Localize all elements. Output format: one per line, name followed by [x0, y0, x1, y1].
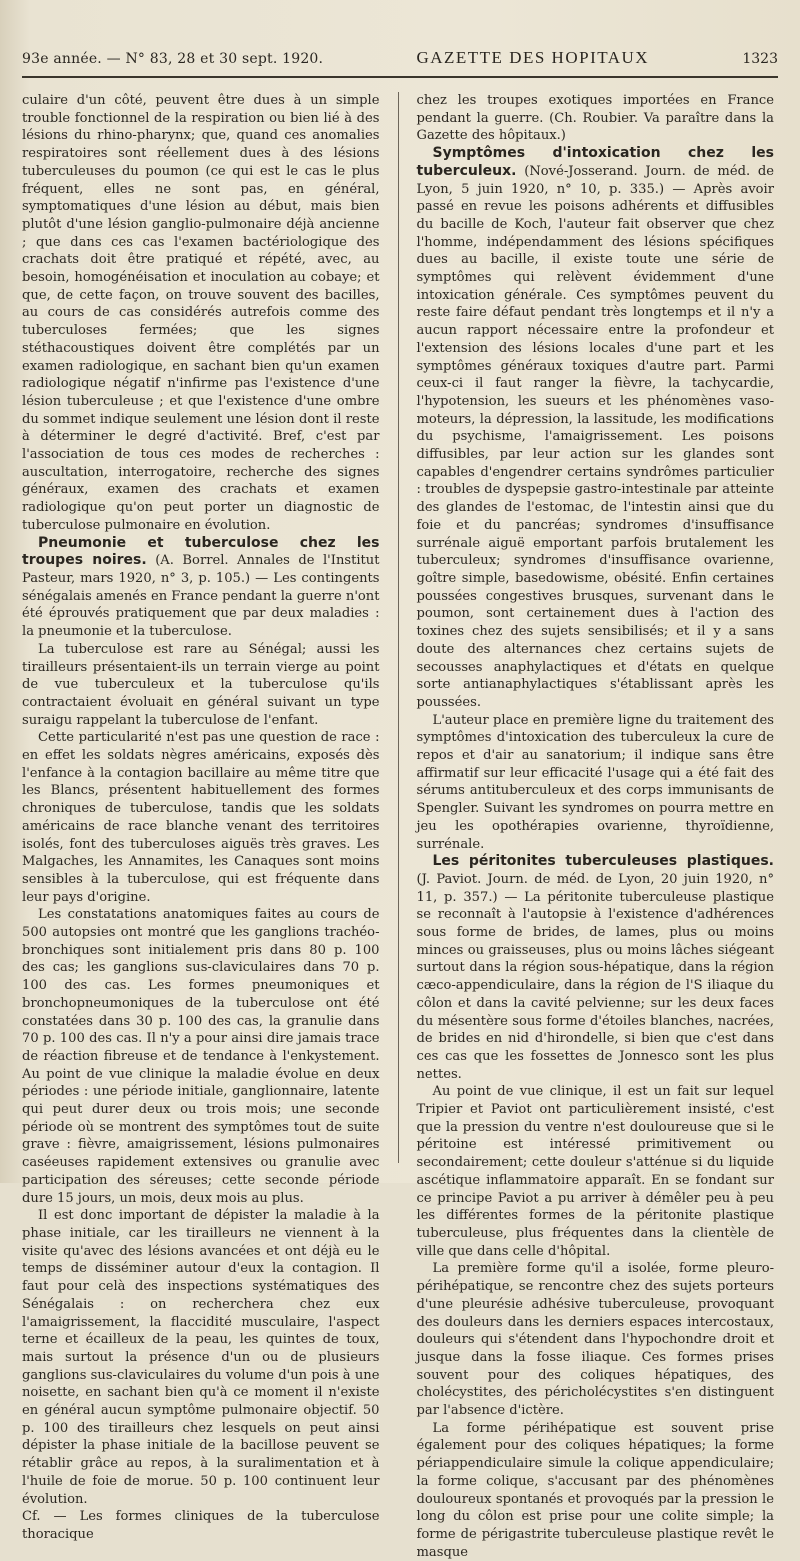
column-divider	[398, 92, 399, 1163]
article-reference: (Nové-Josserand. Journ. de méd. de Lyon, 5 juin 1920, n° 10, p. 335.)	[416, 163, 774, 197]
paragraph: Cette particularité n'est pas une question de race : en effet les soldats nègres américains, exposés dès l'enfance à la contagion bacillaire au même titre que les Blancs, présentent habituellement des formes chroniques de tuberculose, tandis que les soldats américains de race blanche venant des territoires isolés, font des tuberculoses aiguës très graves. Les Malgaches, les Annamites, les Canaques sont moins sensibles à la tuberculose, qui est fréquente dans leur pays d'origine.	[22, 730, 380, 905]
paragraph: Les constatations anatomiques faites au cours de 500 autopsies ont montré que les ganglions trachéo-bronchiques sont initialement pris dans 80 p. 100 des cas; les ganglions sus-claviculaires dans 70 p. 100 des cas. Les formes pneumoniques et bronchopneumoniques de la tuberculose ont été constatées dans 30 p. 100 des cas, la granulie dans 70 p. 100 des cas. Il n'y a pour ainsi dire jamais trace de réaction fibreuse et de tendance à l'enkystement. Au point de vue clinique la maladie évolue en deux périodes : une période initiale, ganglionnaire, latente qui peut durer deux ou trois mois; une seconde période où se montrent des symptômes tout de suite grave : fièvre, amaigrissement, lésions pulmonaires caséeuses rapidement extensives ou granulie avec participation des séreuses; cette seconde période dure 15 jours, un mois, deux mois au plus.	[22, 907, 380, 1206]
paragraph: — La péritonite tuberculeuse plastique se reconnaît à l'autopsie à l'existence d'adhérences sous forme de brides, de lames, plus ou moins minces ou graisseuses, plus ou moins lâches siégeant surtout dans la région sous-hépatique, dans la région cæco-appendiculaire, dans la région de l'S iliaque du côlon et dans la cavité pelvienne; sur les deux faces du mésentère sous forme d'étoiles blanches, nacrées, de brides en nid d'hirondelle, si bien que c'est dans ces cas que les fossettes de Jonnesco sont les plus nettes.	[416, 889, 774, 1082]
article-title: Symptômes d'intoxication chez les tuberculeux.	[416, 145, 774, 179]
paragraph: Il est donc important de dépister la maladie à la phase initiale, car les tirailleurs ne viennent à la visite qu'avec des lésions avancées et ont déjà eu le temps de disséminer autour d'eux la contagion. Il faut pour celà des inspections systématiques des Sénégalais : on recherchera chez eux l'amaigrissement, la flaccidité musculaire, l'aspect terne et écailleux de la peau, les quintes de toux, mais surtout la présence d'un ou de plusieurs ganglions sus-claviculaires du volume d'un pois à une noisette, en sachant bien qu'à ce moment il n'existe en général aucun symptôme pulmonaire objectif. 50 p. 100 des tirailleurs chez lesquels on peut ainsi dépister la phase initiale de la bacillose peuvent se rétablir grâce au repos, à la suralimentation et à l'huile de foie de morue. 50 p. 100 continuent leur évolution.	[22, 1208, 380, 1507]
header-rule	[22, 76, 778, 78]
right-column	[416, 92, 775, 1560]
journal-title: GAZETTE DES HOPITAUX	[416, 48, 650, 67]
issue-info: 93e année. — N° 83, 28 et 30 sept. 1920.	[22, 51, 324, 67]
article-title: Les péritonites tuberculeuses plastiques.	[432, 853, 774, 870]
paragraph: La tuberculose est rare au Sénégal; aussi les tirailleurs présentaient-ils un terrain vierge au point de vue tuberculeux et la tuberculose qu'ils contractaient évoluait en général suivant un type suraigu rappelant la tuberculose de l'enfant.	[22, 641, 380, 728]
page-header	[22, 48, 778, 74]
article-title: Pneumonie et tuberculose chez les troupes noires.	[22, 534, 380, 569]
article-intoxication	[417, 145, 775, 712]
paragraph: La première forme qu'il a isolée, forme pleuro-périhépatique, se rencontre chez des sujets porteurs d'une pleurésie adhésive tuberculeuse, provoquant des douleurs dans les derniers espaces intercostaux, douleurs qui s'étendent dans l'hypochondre droit et jusque dans la fosse iliaque. Ces formes prises souvent pour des coliques hépatiques, des cholécystites, des péricholécystites s'en distinguent par l'absence d'ictère.	[416, 1261, 774, 1419]
paragraph: La forme périhépatique est souvent prise également pour des coliques hépatiques; la forme périappendiculaire simule la colique appendiculaire; la forme colique, s'accusant par des phénomènes douloureux spontanés et provoqués par la pression le long du côlon est prise pour une colite simple; la forme de périgastrite tuberculeuse plastique revêt le masque	[416, 1420, 774, 1560]
text-columns	[22, 92, 774, 1560]
paragraph: chez les troupes exotiques importées en France pendant la guerre. (Ch. Roubier. Va paraître dans la Gazette des hôpitaux.)	[416, 93, 774, 144]
left-column	[22, 92, 380, 1542]
article-reference: (J. Paviot. Journ. de méd. de Lyon, 20 juin 1920, n° 11, p. 357.)	[416, 871, 774, 905]
paragraph: Au point de vue clinique, il est un fait sur lequel Tripier et Paviot ont particulièrement insisté, c'est que la pression du ventre n'est douloureuse que si le péritoine est intéressé primitivement ou secondairement; cette douleur s'atténue si du liquide ascétique inflammatoire apparaît. En se fondant sur ce principe Paviot a pu arriver à démêler peu à peu les différentes formes de la péritonite plastique tuberculeuse, plus fréquentes dans la clientèle de ville que dans celle d'hôpital.	[416, 1084, 774, 1259]
paragraph: culaire d'un côté, peuvent être dues à un simple trouble fonctionnel de la respiration ou bien lié à des lésions du rhino-pharynx; que, quand ces anomalies respiratoires sont réellement dues à des lésions tuberculeuses du poumon (ce qui est le cas le plus fréquent, elles ne sont pas, en général, symptomatiques d'une lésion au début, mais bien plutôt d'une lésion ganglio-pulmonaire déjà ancienne ; que dans ces cas l'examen bactériologique des crachats doit être pratiqué et répété, avec, au besoin, homogénéisation et inoculation au cobaye; et que, de cette façon, on trouve souvent des bacilles, au cours de cas considérés autrefois comme des tuberculoses fermées; que les signes stéthacoustiques doivent être complétés par un examen radiologique, en sachant bien qu'un examen radiologique négatif n'infirme pas l'existence d'une lésion tuberculeuse ; et que l'existence d'une ombre du sommet indique seulement une lésion dont il reste à déterminer le degré d'activité. Bref, c'est par l'association de tous ces modes de recherches : auscultation, interrogatoire, recherche des signes généraux, examen des crachats et examen radiologique qu'on peut porter un diagnostic de tuberculose pulmonaire en évolution.	[22, 93, 380, 533]
cross-reference: Cf. — Les formes cliniques de la tuberculose thoracique	[22, 1509, 380, 1542]
page-number: 1323	[742, 51, 778, 67]
paragraph: L'auteur place en première ligne du traitement des symptômes d'intoxication des tuberculeux la cure de repos et d'air au sanatorium; il indique sans être affirmatif sur leur efficacité l'usage qui a été fait des sérums antituberculeux et des corps immunisants de Spengler. Suivant les syndromes on pourra mettre en jeu les opothérapies ovarienne, thyroïdienne, surrénale.	[416, 712, 774, 852]
article-pneumonie	[22, 535, 380, 641]
article-reference: (A. Borrel. Annales de l'Institut Pasteur, mars 1920, n° 3, p. 105.)	[22, 553, 380, 586]
paragraph: — Les contingents sénégalais amenés en France pendant la guerre n'ont été éprouvés pratiquement que par deux maladies : la pneumonie et la tuberculose.	[22, 570, 380, 640]
article-peritonites	[417, 853, 775, 1083]
paragraph: — Après avoir passé en revue les poisons adhérents et diffusibles du bacille de Koch, l'auteur fait observer que chez l'homme, indépendamment des lésions spécifiques dues au bacille, il existe toute une série de symptômes qui relèvent évidemment d'une intoxication générale. Ces symptômes peuvent du reste faire défaut pendant très longtemps et il n'y a aucun rapport nécessaire entre la profondeur et l'extension des lésions locales d'une part et les symptômes généraux toxiques d'autre part. Parmi ceux-ci il faut ranger la fièvre, la tachycardie, l'hypotension, les sueurs et les phénomènes vaso-moteurs, la dépression, la lassitude, les modifications du psychisme, l'amaigrissement. Les poisons diffusibles, par leur action sur les glandes sont capables d'engendrer certains syndrômes particulier : troubles de dyspepsie gastro-intestinale par atteinte des glandes de l'estomac, de l'intestin ainsi que du foie et du pancréas; syndromes d'insuffisance surrénale aiguë emportant parfois brutalement les tuberculeux; syndromes d'insuffisance ovarienne, goître simple, basedowisme, obésité. Enfin certaines poussées congestives brusques, survenant dans le poumon, sont certainement dues à l'action des toxines chez des sujets sensibilisés; et il y a sans doute des alternances chez certains sujets de secousses anaphylactiques et d'états en quelque sorte antianaphylactiques s'établissant après les poussées.	[416, 181, 774, 710]
